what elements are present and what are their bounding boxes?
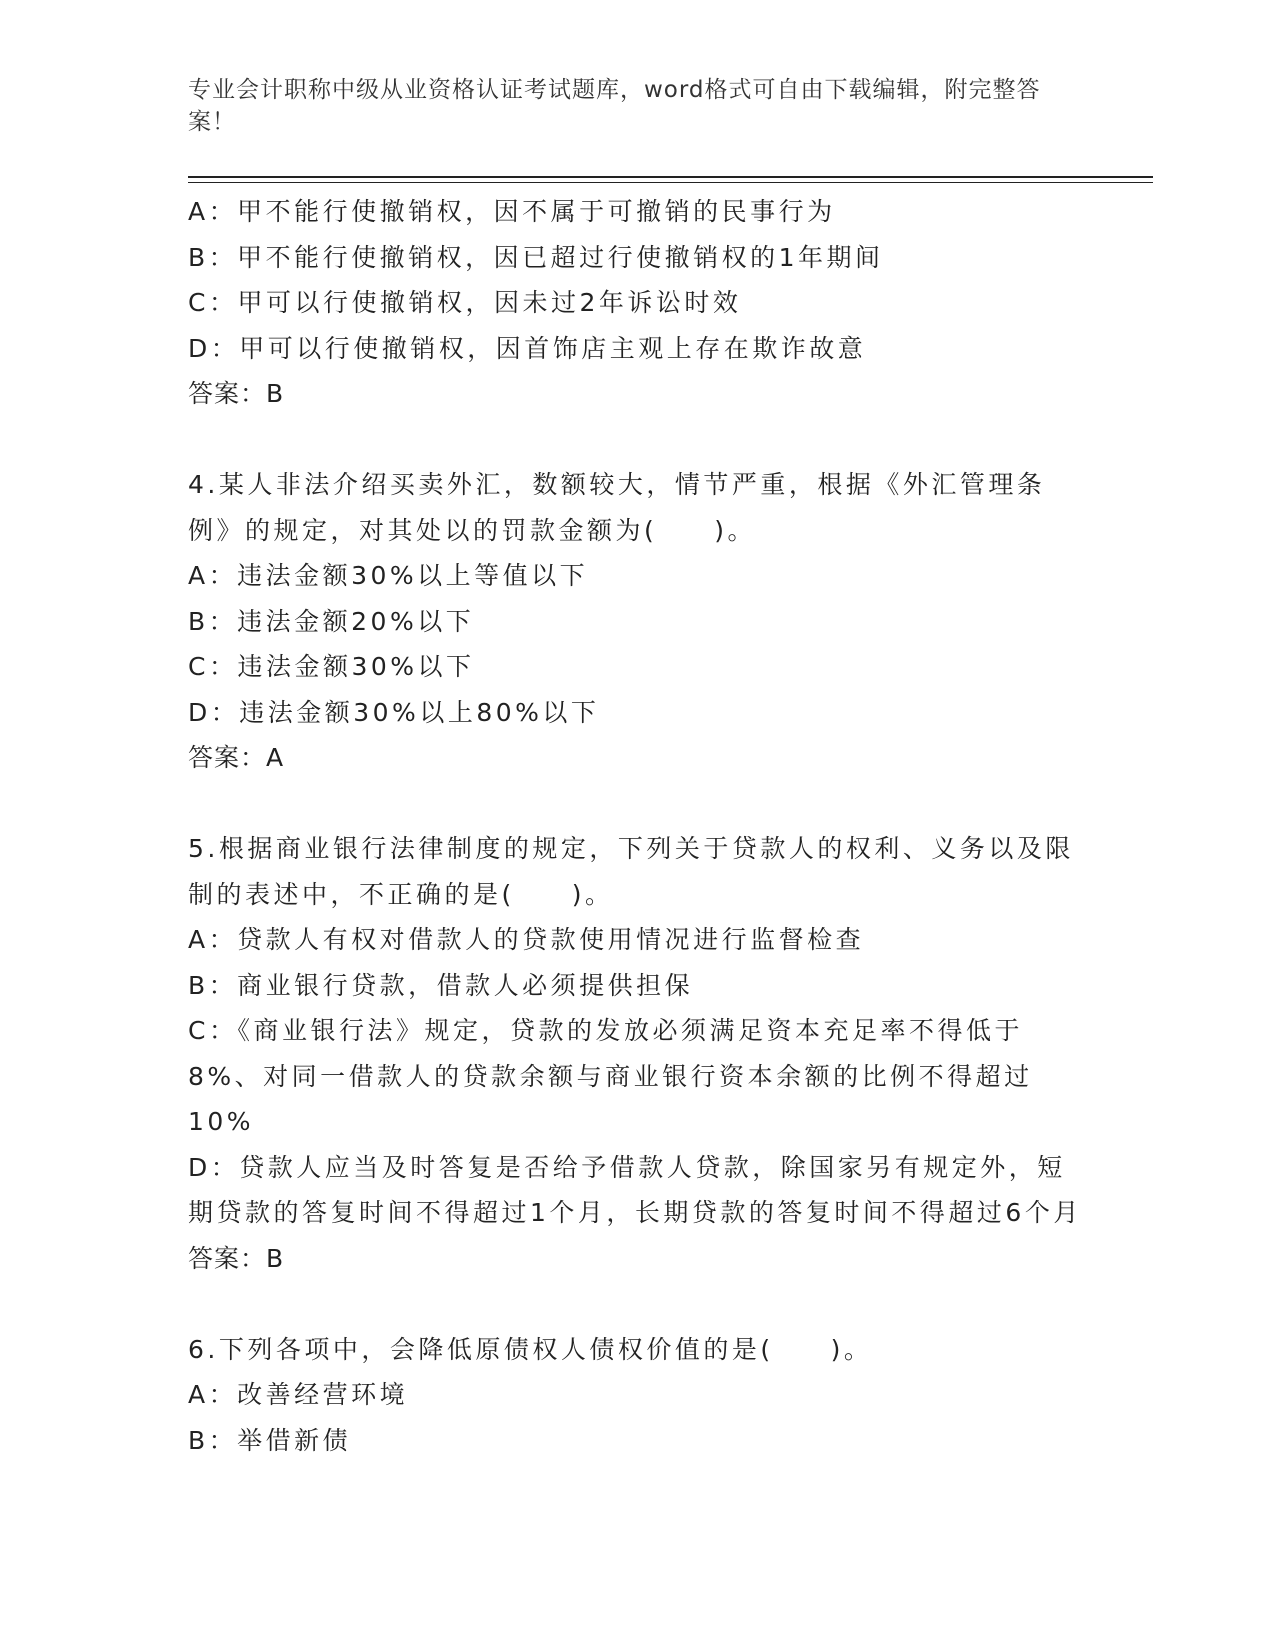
option-c: C：《商业银行法》规定，贷款的发放必须满足资本充足率不得低于8%、对同一借款人的贷款余额与商业银行资本余额的比例不得超过10%: [188, 1016, 1033, 1136]
option-d: D：违法金额30%以上80%以下: [188, 697, 600, 727]
header-rule-thin: [188, 182, 1153, 183]
option-b: B：举借新债: [188, 1425, 352, 1455]
question-3: [188, 189, 1088, 417]
option-a: A：甲不能行使撤销权，因不属于可撤销的民事行为: [188, 197, 836, 226]
option-d: D：贷款人应当及时答复是否给予借款人贷款，除国家另有规定外，短期贷款的答复时间不得超过1个月，长期贷款的答复时间不得超过6个月: [188, 1152, 1082, 1227]
option-b: B：商业银行贷款，借款人必须提供担保: [188, 970, 694, 1000]
option-a: A：违法金额30%以上等值以下: [188, 561, 589, 590]
answer: 答案：A: [188, 743, 285, 772]
header-rule-thick: [188, 176, 1153, 178]
spacer: [188, 1281, 1088, 1327]
spacer: [188, 417, 1088, 463]
answer: 答案：B: [188, 1243, 285, 1273]
question-stem: 5.根据商业银行法律制度的规定，下列关于贷款人的权利、义务以及限制的表述中，不正确的是( )。: [188, 834, 1074, 909]
option-a: A：贷款人有权对借款人的贷款使用情况进行监督检查: [188, 925, 865, 954]
option-d: D：甲可以行使撤销权，因首饰店主观上存在欺诈故意: [188, 333, 867, 363]
question-stem: 4.某人非法介绍买卖外汇，数额较大，情节严重，根据《外汇管理条例》的规定，对其处以的罚款金额为( )。: [188, 470, 1046, 545]
question-4: [188, 462, 1088, 781]
option-b: B：甲不能行使撤销权，因已超过行使撤销权的1年期间: [188, 242, 884, 272]
spacer: [188, 781, 1088, 827]
question-6: [188, 1327, 1088, 1464]
option-c: C：违法金额30%以下: [188, 652, 475, 681]
option-b: B：违法金额20%以下: [188, 606, 475, 636]
document-body: [188, 189, 1088, 1463]
question-stem: 6.下列各项中，会降低原债权人债权价值的是( )。: [188, 1334, 873, 1364]
option-c: C：甲可以行使撤销权，因未过2年诉讼时效: [188, 288, 742, 317]
document-header: 专业会计职称中级从业资格认证考试题库，word格式可自由下载编辑，附完整答案！: [188, 77, 1041, 135]
option-a: A：改善经营环境: [188, 1380, 409, 1409]
answer: 答案：B: [188, 379, 285, 408]
question-5: [188, 826, 1088, 1281]
